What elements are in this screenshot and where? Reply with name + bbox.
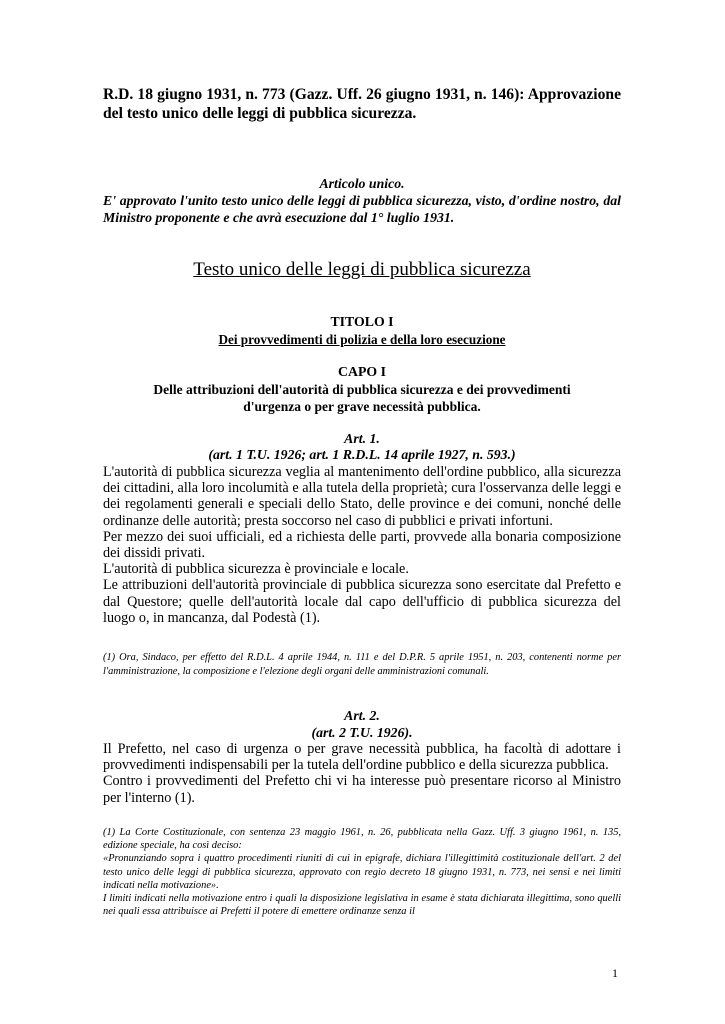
document-title: R.D. 18 giugno 1931, n. 773 (Gazz. Uff. 26 giugno 1931, n. 146): Approvazione del testo unico delle leggi di pubblica sicurezza.: [103, 86, 621, 122]
capo-subtitle: Delle attribuzioni dell'autorità di pubblica sicurezza e dei provvedimenti d'urgenza o per grave necessità pubblica.: [153, 382, 571, 414]
article-1-reference: (art. 1 T.U. 1926; art. 1 R.D.L. 14 aprile 1927, n. 593.): [208, 447, 516, 462]
articolo-unico-text: E' approvato l'unito testo unico delle leggi di pubblica sicurezza, visto, d'ordine nostro, dal Ministro proponente e che avrà esecuzione dal 1° luglio 1931.: [103, 193, 621, 225]
titolo-subtitle: Dei provvedimenti di polizia e della loro esecuzione: [218, 332, 506, 347]
article-1-paragraph: Per mezzo dei suoi ufficiali, ed a richiesta delle parti, provvede alla bonaria composizione dei dissidi privati.: [103, 528, 621, 562]
article-2-footnotes: [103, 826, 621, 918]
article-2-heading: Art. 2.: [344, 708, 380, 723]
article-2-footnote: «Pronunziando sopra i quattro procedimenti riuniti di cui in epigrafe, dichiara l'illegittimità costituzionale dell'art. 2 del testo unico delle leggi di pubblica sicurezza, approvato con regio decreto 18 giugno 1931, n. 773, nei sensi e nei limiti indicati nella motivazione».: [103, 853, 621, 891]
article-2-paragraph: Il Prefetto, nel caso di urgenza o per grave necessità pubblica, ha facoltà di adottare i provvedimenti indispensabili per la tutela dell'ordine pubblico e della sicurezza pubblica.: [103, 741, 621, 774]
article-2-body: [103, 741, 621, 806]
page-number: 1: [612, 966, 618, 980]
article-1-paragraph: L'autorità di pubblica sicurezza è provinciale e locale.: [103, 561, 409, 578]
articolo-unico-heading: Articolo unico.: [319, 176, 405, 191]
article-2-reference: (art. 2 T.U. 1926).: [311, 725, 413, 740]
article-2-footnote: (1) La Corte Costituzionale, con sentenza 23 maggio 1961, n. 26, pubblicata nella Gazz. Uff. 3 giugno 1961, n. 135, edizione speciale, ha così deciso:: [103, 827, 621, 852]
article-2-paragraph: Contro i provvedimenti del Prefetto chi vi ha interesse può presentare ricorso al Ministro per l'interno (1).: [103, 773, 621, 806]
article-1-paragraph: L'autorità di pubblica sicurezza veglia al mantenimento dell'ordine pubblico, alla sicurezza dei cittadini, alla loro incolumità e alla tutela della proprietà; cura l'osservanza delle leggi e dei regolamenti generali e speciali dello Stato, delle province e dei comuni, nonché delle ordinanze delle autorità; presta soccorso nel caso di pubblici e privati infortuni.: [103, 464, 621, 529]
article-1-footnote: (1) Ora, Sindaco, per effetto del R.D.L. 4 aprile 1944, n. 111 e del D.P.R. 5 aprile 1951, n. 203, contenenti norme per l'amministrazione, la composizione e l'elezione degli organi delle amministrazioni comunali.: [103, 652, 621, 677]
article-2-footnote: I limiti indicati nella motivazione entro i quali la disposizione legislativa in esame è stata dichiarata illegittima, sono quelli nei quali essa attribuisce ai Prefetti il potere di emettere ordinanze senza il: [103, 893, 621, 918]
capo-heading: CAPO I: [338, 364, 386, 379]
titolo-heading: TITOLO I: [330, 314, 394, 329]
main-title: Testo unico delle leggi di pubblica sicurezza: [193, 259, 531, 280]
article-1-heading: Art. 1.: [344, 431, 380, 446]
article-1-paragraph: Le attribuzioni dell'autorità provinciale di pubblica sicurezza sono esercitate dal Prefetto e dal Questore; quelle dell'autorità locale dal capo dell'ufficio di pubblica sicurezza del luogo o, in mancanza, dal Podestà (1).: [103, 577, 621, 626]
article-1-body: [103, 464, 621, 626]
